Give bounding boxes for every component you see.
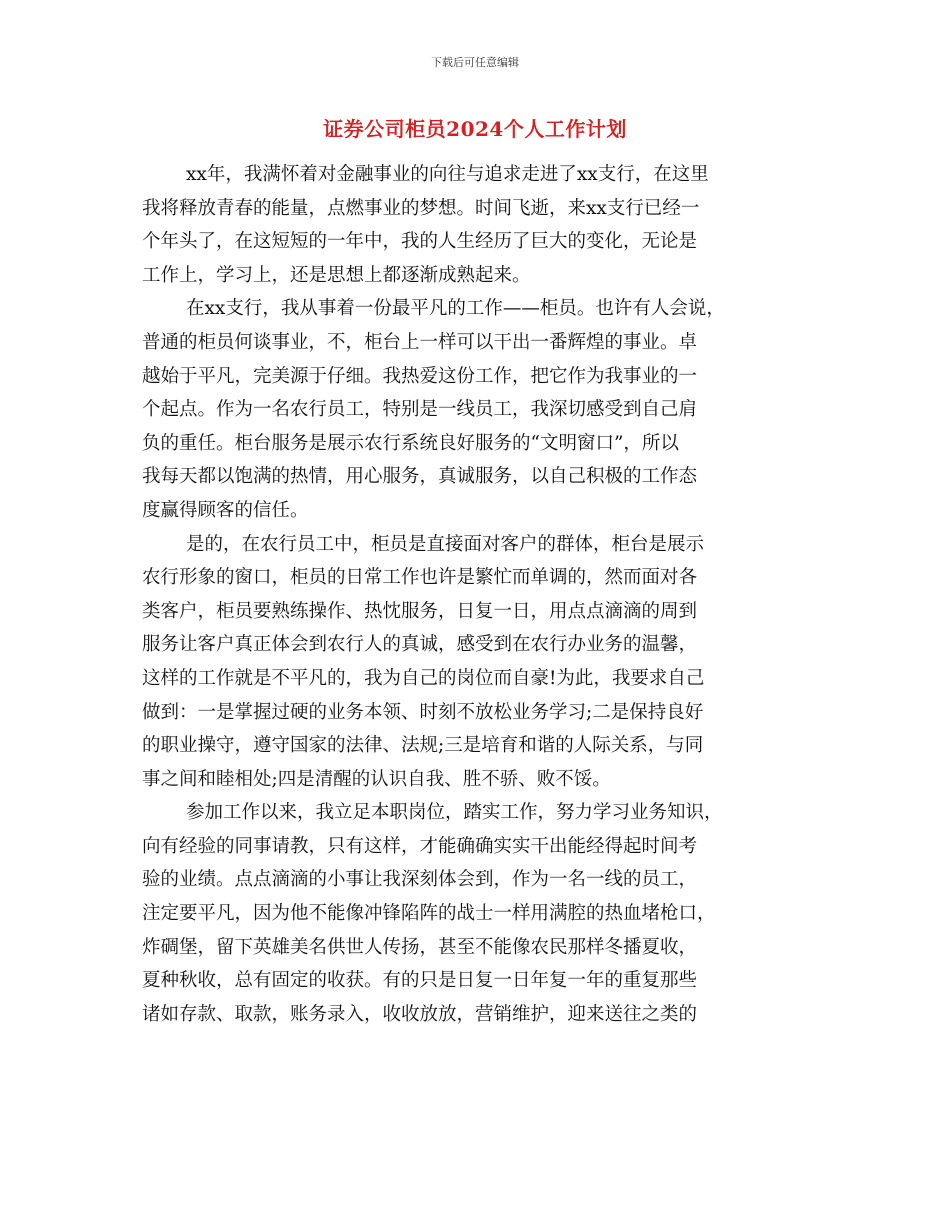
text-line: 工作上，学习上，还是思想上都逐渐成熟起来。	[142, 264, 531, 286]
text-line: 向有经验的同事请教，只有这样，才能确确实实干出能经得起时间考	[142, 835, 698, 857]
text-line: 注定要平凡，因为他不能像冲锋陷阵的战士一样用满腔的热血堵枪口，	[142, 903, 716, 925]
text-line: 做到：一是掌握过硬的业务本领、时刻不放松业务学习;二是保持良好	[142, 701, 704, 723]
document-title: 证券公司柜员2024个人工作计划	[323, 117, 627, 141]
text-line: 验的业绩。点点滴滴的小事让我深刻体会到，作为一名一线的员工，	[142, 869, 698, 891]
text-line: 越始于平凡，完美源于仔细。我热爱这份工作，把它作为我事业的一	[142, 365, 698, 387]
text-line: 我将释放青春的能量，点燃事业的梦想。时间飞逝，来xx支行已经一	[142, 197, 700, 219]
paragraph	[142, 528, 822, 797]
paragraph	[142, 796, 822, 1031]
text-line: 类客户，柜员要熟练操作、热忱服务，日复一日，用点点滴滴的周到	[142, 600, 698, 622]
text-line: 这样的工作就是不平凡的，我为自己的岗位而自豪!为此，我要求自己	[142, 667, 705, 689]
text-line: 农行形象的窗口，柜员的日常工作也许是繁忙而单调的，然而面对各	[142, 567, 698, 589]
text-line: xx年，我满怀着对金融事业的向往与追求走进了xx支行，在这里	[186, 164, 709, 185]
header-note: 下载后可任意编辑	[431, 56, 519, 69]
text-line: 普通的柜员何谈事业，不，柜台上一样可以干出一番辉煌的事业。卓	[142, 331, 698, 353]
paragraph	[142, 158, 822, 292]
text-line: 夏种秋收，总有固定的收获。有的只是日复一日年复一年的重复那些	[142, 970, 698, 992]
text-line: 个起点。作为一名农行员工，特别是一线员工，我深切感受到自己肩	[142, 399, 698, 421]
text-line: 是的，在农行员工中，柜员是直接面对客户的群体，柜台是展示	[186, 533, 705, 555]
paragraph	[142, 292, 822, 527]
text-line: 我每天都以饱满的热情，用心服务，真诚服务，以自己积极的工作态	[142, 466, 698, 488]
text-line: 度赢得顾客的信任。	[142, 499, 309, 521]
text-line: 个年头了，在这短短的一年中，我的人生经历了巨大的变化，无论是	[142, 231, 698, 253]
text-line: 服务让客户真正体会到农行人的真诚，感受到在农行办业务的温馨，	[142, 634, 698, 656]
text-line: 的职业操守，遵守国家的法律、法规;三是培育和谐的人际关系，与同	[142, 735, 704, 757]
text-line: 负的重任。柜台服务是展示农行系统良好服务的“文明窗口”，所以	[142, 432, 679, 454]
text-line: 诸如存款、取款，账务录入，收收放放，营销维护，迎来送往之类的	[142, 1003, 698, 1025]
text-line: 在xx支行，我从事着一份最平凡的工作——柜员。也许有人会说，	[186, 298, 725, 320]
text-line: 参加工作以来，我立足本职岗位，踏实工作，努力学习业务知识，	[186, 802, 723, 824]
text-line: 炸碉堡，留下英雄美名供世人传扬，甚至不能像农民那样冬播夏收，	[142, 936, 698, 958]
document-body	[142, 158, 822, 1031]
text-line: 事之间和睦相处;四是清醒的认识自我、胜不骄、败不馁。	[142, 768, 611, 790]
